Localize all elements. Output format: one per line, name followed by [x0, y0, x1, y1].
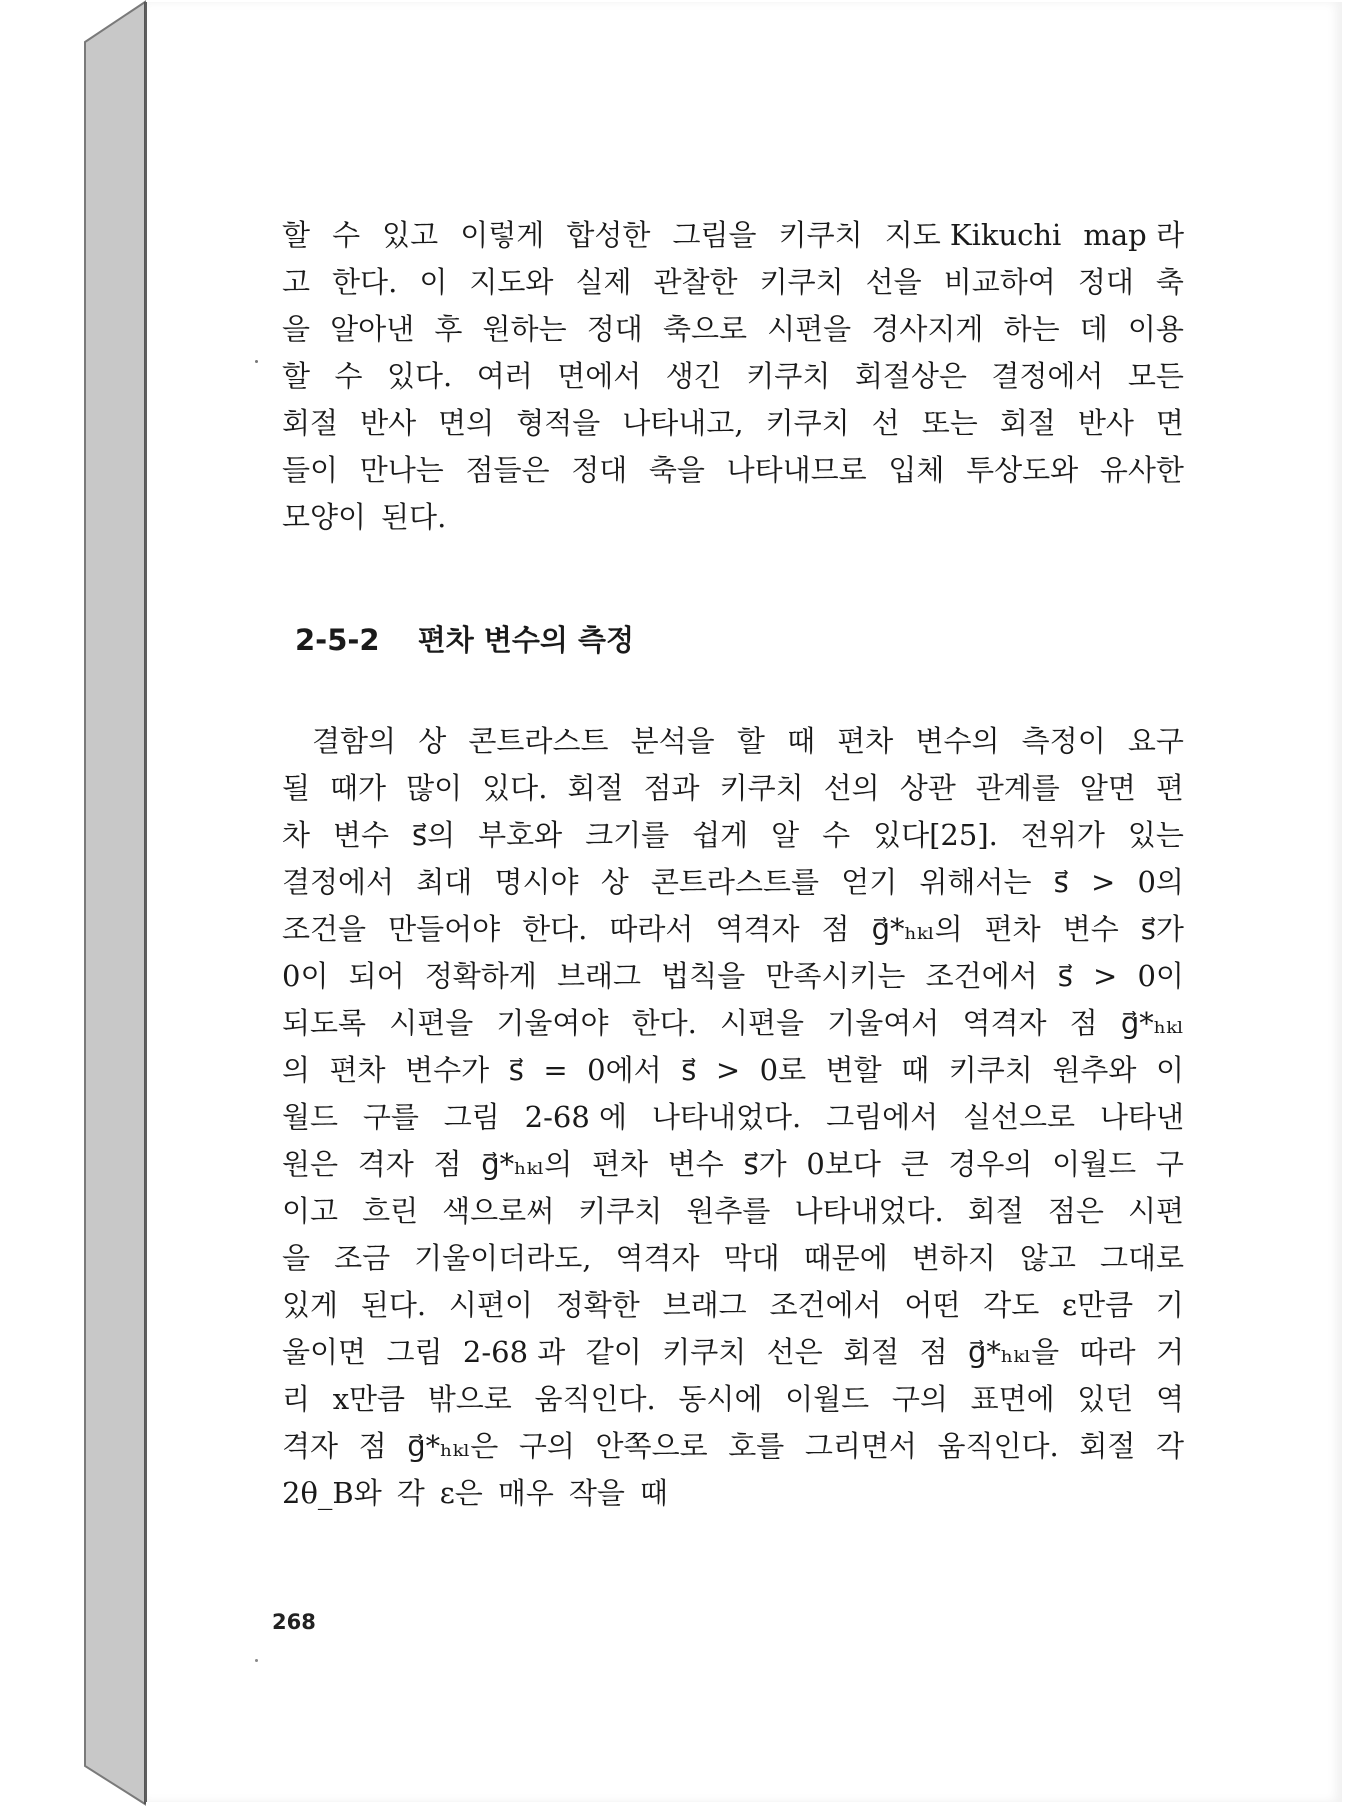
text-line — [282, 1282, 1184, 1329]
word: 변수가 — [405, 1053, 490, 1087]
section-title: 편차 변수의 측정 — [417, 623, 635, 657]
word: 편차 — [837, 724, 894, 758]
word: 그림에서 — [826, 1100, 939, 1134]
word: 정대 — [1077, 265, 1134, 299]
word: 2θ_B와 — [282, 1476, 382, 1510]
word: 그림을 — [672, 218, 757, 252]
word: 키쿠치 — [765, 406, 850, 440]
word: 있게 — [282, 1288, 339, 1322]
word: 상 — [600, 865, 629, 899]
word: 콘트라스트를 — [650, 865, 819, 899]
word: 키쿠치 — [759, 265, 844, 299]
word: 0보다 — [806, 1147, 881, 1181]
word: 역격자 — [962, 1006, 1047, 1040]
word: 회절 — [843, 1335, 900, 1369]
word: 이고 — [282, 1194, 339, 1228]
word: 되도록 — [282, 1006, 367, 1040]
word: 된다. — [381, 500, 447, 534]
word: 구를 — [362, 1100, 419, 1134]
word: 점 — [821, 912, 850, 946]
word: g⃗*ₕₖₗ은 — [407, 1429, 499, 1463]
word: 지도와 — [469, 265, 554, 299]
word: ε만큼 — [1062, 1288, 1134, 1322]
word: 이월드 — [1052, 1147, 1137, 1181]
section-heading — [295, 618, 634, 659]
word: 반사 — [360, 406, 417, 440]
word: 월드 — [282, 1100, 339, 1134]
word: 움직인다. — [937, 1429, 1059, 1463]
word: 데 — [1079, 312, 1108, 346]
word: 변수 — [667, 1147, 724, 1181]
word: 된다. — [360, 1288, 427, 1322]
word: 면에서 — [557, 359, 642, 393]
word: 그림 — [443, 1100, 500, 1134]
text-line — [282, 1047, 1184, 1094]
word: 점은 — [1047, 1194, 1104, 1228]
word: map 라 — [1083, 218, 1184, 252]
text-line — [282, 494, 1184, 541]
word: 축으로 — [662, 312, 747, 346]
word: 차 — [282, 818, 311, 852]
word: 2-68 에 — [524, 1100, 628, 1134]
word: 할 — [282, 218, 311, 252]
word: s⃗가 — [1140, 912, 1184, 946]
word: 거 — [1155, 1335, 1184, 1369]
word: 많이 — [406, 771, 463, 805]
word: 수 — [334, 359, 363, 393]
word: 따라서 — [609, 912, 694, 946]
word: 면 — [1155, 406, 1184, 440]
word: 원추와 — [1052, 1053, 1137, 1087]
word: 선은 — [766, 1335, 823, 1369]
word: 부호와 — [478, 818, 563, 852]
word: 변수 — [332, 818, 390, 852]
text-line — [282, 718, 1184, 765]
word: 들이 — [282, 453, 339, 487]
text-line — [282, 1376, 1184, 1423]
word: ε은 — [439, 1476, 483, 1510]
word: 을 — [282, 1241, 311, 1275]
print-speck — [255, 1659, 258, 1662]
word: 0의 — [1137, 865, 1184, 899]
word: 점 — [1069, 1006, 1098, 1040]
word: 생긴 — [665, 359, 722, 393]
word: 투상도와 — [966, 453, 1079, 487]
word: 격자 — [282, 1429, 339, 1463]
book-spine — [0, 0, 150, 1806]
word: 브래그 — [556, 959, 642, 993]
word: 여러 — [476, 359, 533, 393]
word: 분석을 — [630, 724, 715, 758]
word: 브래그 — [662, 1288, 747, 1322]
text-line — [282, 353, 1184, 400]
word: 최대 — [416, 865, 473, 899]
word: 시편을 — [389, 1006, 474, 1040]
word: s⃗ — [1057, 959, 1073, 993]
word: 요구 — [1127, 724, 1184, 758]
word: g⃗*ₕₖₗ — [1120, 1006, 1184, 1040]
word: 할 — [282, 359, 311, 393]
word: 정확하게 — [424, 959, 537, 993]
word: 키쿠치 — [948, 1053, 1033, 1087]
word: 하는 — [1003, 312, 1060, 346]
word: 색으로써 — [442, 1194, 555, 1228]
word: 구 — [1155, 1147, 1184, 1181]
word: 작을 — [568, 1476, 625, 1510]
text-line — [282, 1470, 1184, 1517]
word: 어떤 — [904, 1288, 961, 1322]
word: 격자 — [357, 1147, 414, 1181]
word: 선을 — [865, 265, 922, 299]
word: 이 — [1155, 1053, 1184, 1087]
word: 정대 — [586, 312, 643, 346]
word: 그리면서 — [804, 1429, 917, 1463]
word: 때문에 — [803, 1241, 888, 1275]
word: 때 — [901, 1053, 930, 1087]
paragraph-2 — [282, 718, 1184, 1517]
word: 될 — [282, 771, 311, 805]
word: > — [1090, 865, 1116, 899]
word: 시편을 — [767, 312, 852, 346]
text-line — [282, 1188, 1184, 1235]
word: 축을 — [648, 453, 705, 487]
word: 점 — [358, 1429, 387, 1463]
text-line — [282, 812, 1184, 859]
word: 결함의 — [312, 724, 397, 758]
word: 않고 — [1019, 1241, 1076, 1275]
word: 모양이 — [282, 500, 367, 534]
word: 만족시키는 — [765, 959, 906, 993]
text-line — [282, 1235, 1184, 1282]
word: 결정에서 — [282, 865, 395, 899]
word: 면의 — [438, 406, 495, 440]
word: 그림 — [386, 1335, 443, 1369]
word: 반사 — [1077, 406, 1134, 440]
book-page — [145, 2, 1342, 1802]
word: 조건에서 — [925, 959, 1038, 993]
text-line — [282, 953, 1184, 1000]
word: 역 — [1155, 1382, 1184, 1416]
word: 따라 — [1079, 1335, 1136, 1369]
word: 각도 — [983, 1288, 1040, 1322]
word: 원하는 — [482, 312, 567, 346]
word: 회절 — [999, 406, 1056, 440]
word: 축 — [1155, 265, 1184, 299]
word: 모든 — [1127, 359, 1184, 393]
text-line — [282, 859, 1184, 906]
word: 되어 — [348, 959, 405, 993]
word: 알면 — [1079, 771, 1136, 805]
word: 역격자 — [615, 1241, 700, 1275]
text-line — [282, 259, 1184, 306]
word: 나타낸 — [1099, 1100, 1184, 1134]
word: 있는 — [1127, 818, 1184, 852]
word: 리 — [282, 1382, 311, 1416]
word: 고 — [282, 265, 311, 299]
text-line — [282, 400, 1184, 447]
word: 경사지게 — [871, 312, 984, 346]
word: 선 — [871, 406, 900, 440]
word: 0에서 — [587, 1053, 662, 1087]
word: 또는 — [921, 406, 978, 440]
word: 얻기 — [841, 865, 898, 899]
word: 시편 — [1127, 1194, 1184, 1228]
word: 편차 — [592, 1147, 649, 1181]
word: 안쪽으로 — [595, 1429, 708, 1463]
word: 있다[25]. — [873, 818, 998, 852]
word: 알 — [771, 818, 800, 852]
word: 관계를 — [975, 771, 1060, 805]
word: 때 — [639, 1476, 668, 1510]
word: 나타내었다. — [794, 1194, 944, 1228]
word: 있다. — [387, 359, 453, 393]
word: 큰 — [900, 1147, 929, 1181]
word: 점들은 — [465, 453, 550, 487]
word: s⃗ — [508, 1053, 524, 1087]
word: s⃗ — [681, 1053, 697, 1087]
word: 비교하여 — [943, 265, 1056, 299]
word: 2-68 과 — [462, 1335, 566, 1369]
word: > — [1093, 959, 1118, 993]
word: 표면에 — [970, 1382, 1055, 1416]
word: 기울이더라도, — [414, 1241, 592, 1275]
word: 키쿠치 — [578, 1194, 663, 1228]
text-line — [282, 765, 1184, 812]
word: 흐린 — [362, 1194, 419, 1228]
word: 키쿠치 — [778, 218, 863, 252]
word: 막대 — [723, 1241, 780, 1275]
word: 기 — [1155, 1288, 1184, 1322]
word: 동시에 — [678, 1382, 763, 1416]
text-line — [282, 1000, 1184, 1047]
word: 상관 — [899, 771, 956, 805]
word: 변하지 — [911, 1241, 996, 1275]
word: 수 — [822, 818, 851, 852]
word: > — [715, 1053, 741, 1087]
page-number: 268 — [272, 1610, 316, 1634]
word: 0이 — [1137, 959, 1184, 993]
word: 입체 — [888, 453, 945, 487]
word: 키쿠치 — [719, 771, 804, 805]
word: 이용 — [1127, 312, 1184, 346]
word: 그대로 — [1099, 1241, 1184, 1275]
word: 한다. — [631, 1006, 697, 1040]
word: x만큼 — [332, 1382, 406, 1416]
print-speck — [255, 360, 258, 363]
word: 때가 — [330, 771, 387, 805]
word: 나타내었다. — [651, 1100, 802, 1134]
word: 실제 — [575, 265, 632, 299]
word: 지도 Kikuchi — [884, 218, 1062, 252]
word: s⃗가 — [743, 1147, 787, 1181]
word: 회절 — [1079, 1429, 1136, 1463]
word: 매우 — [497, 1476, 554, 1510]
word: 쉽게 — [692, 818, 749, 852]
word: 합성한 — [566, 218, 651, 252]
word: 원은 — [282, 1147, 339, 1181]
word: 시편을 — [720, 1006, 805, 1040]
word: 같이 — [585, 1335, 642, 1369]
text-line — [282, 906, 1184, 953]
word: 점과 — [643, 771, 700, 805]
word: 키쿠치 — [746, 359, 831, 393]
word: 있던 — [1077, 1382, 1134, 1416]
word: 조건을 — [282, 912, 367, 946]
word: 형적을 — [516, 406, 601, 440]
text-line — [282, 306, 1184, 353]
word: 크기를 — [585, 818, 670, 852]
word: 명시야 — [494, 865, 579, 899]
word: 정대 — [571, 453, 628, 487]
word: 회절 — [567, 771, 624, 805]
word: 조건에서 — [769, 1288, 882, 1322]
text-line — [282, 212, 1184, 259]
word: 측정이 — [1021, 724, 1106, 758]
word: 수 — [332, 218, 361, 252]
text-line — [282, 447, 1184, 494]
word: 나타내고, — [622, 406, 744, 440]
word: 밖으로 — [427, 1382, 512, 1416]
word: 편 — [1155, 771, 1184, 805]
paragraph-1 — [282, 212, 1184, 541]
word: g⃗*ₕₖₗ의 — [481, 1147, 573, 1181]
word: 실선으로 — [963, 1100, 1076, 1134]
word: 호를 — [728, 1429, 785, 1463]
word: 울이면 — [282, 1335, 367, 1369]
word: 각 — [396, 1476, 425, 1510]
word: 후 — [434, 312, 463, 346]
word: 유사한 — [1099, 453, 1184, 487]
word: 있다. — [482, 771, 548, 805]
section-number: 2-5-2 — [295, 623, 380, 657]
word: 경우의 — [948, 1147, 1033, 1181]
word: 할 — [736, 724, 765, 758]
word: 만들어야 — [388, 912, 501, 946]
word: 편차 — [329, 1053, 386, 1087]
text-line — [282, 1141, 1184, 1188]
word: 기울여야 — [496, 1006, 609, 1040]
word: 전위가 — [1020, 818, 1105, 852]
word: 때 — [787, 724, 816, 758]
word: s⃗ — [1053, 865, 1069, 899]
word: 점 — [919, 1335, 948, 1369]
word: s⃗의 — [411, 818, 456, 852]
text-line — [282, 1329, 1184, 1376]
word: g⃗*ₕₖₗ을 — [968, 1335, 1060, 1369]
word: 콘트라스트 — [468, 724, 609, 758]
word: 변수 — [1062, 912, 1119, 946]
word: 의 — [282, 1053, 311, 1087]
word: 관찰한 — [653, 265, 738, 299]
word: 알아낸 — [330, 312, 415, 346]
word: 상 — [418, 724, 447, 758]
word: 선의 — [823, 771, 880, 805]
word: 정확한 — [555, 1288, 640, 1322]
word: 원추를 — [686, 1194, 771, 1228]
word: 회절상은 — [854, 359, 967, 393]
word: 결정에서 — [991, 359, 1104, 393]
word: 조금 — [334, 1241, 391, 1275]
text-line — [282, 1094, 1184, 1141]
word: 기울여서 — [827, 1006, 940, 1040]
word: 키쿠치 — [662, 1335, 747, 1369]
text-line — [282, 1423, 1184, 1470]
word: = — [543, 1053, 568, 1087]
word: 법칙을 — [661, 959, 746, 993]
word: 이월드 — [785, 1382, 870, 1416]
word: 위해서는 — [919, 865, 1032, 899]
word: 0로 — [759, 1053, 807, 1087]
word: 한다. — [332, 265, 398, 299]
word: 구의 — [518, 1429, 575, 1463]
word: 편차 — [984, 912, 1041, 946]
word: 점 — [433, 1147, 462, 1181]
word: 있고 — [382, 218, 439, 252]
word: 0이 — [282, 959, 329, 993]
word: 이 — [419, 265, 448, 299]
word: 역격자 — [715, 912, 800, 946]
word: 이렇게 — [460, 218, 545, 252]
word: 시편이 — [448, 1288, 533, 1322]
word: g⃗*ₕₖₗ의 — [871, 912, 963, 946]
word: 변수의 — [915, 724, 1000, 758]
word: 나타내므로 — [726, 453, 867, 487]
word: 회절 — [282, 406, 339, 440]
word: 한다. — [522, 912, 588, 946]
word: 각 — [1155, 1429, 1184, 1463]
word: 만나는 — [359, 453, 444, 487]
word: 움직인다. — [534, 1382, 656, 1416]
word: 회절 — [967, 1194, 1024, 1228]
word: 구의 — [891, 1382, 948, 1416]
word: 변할 — [825, 1053, 882, 1087]
word: 을 — [282, 312, 311, 346]
